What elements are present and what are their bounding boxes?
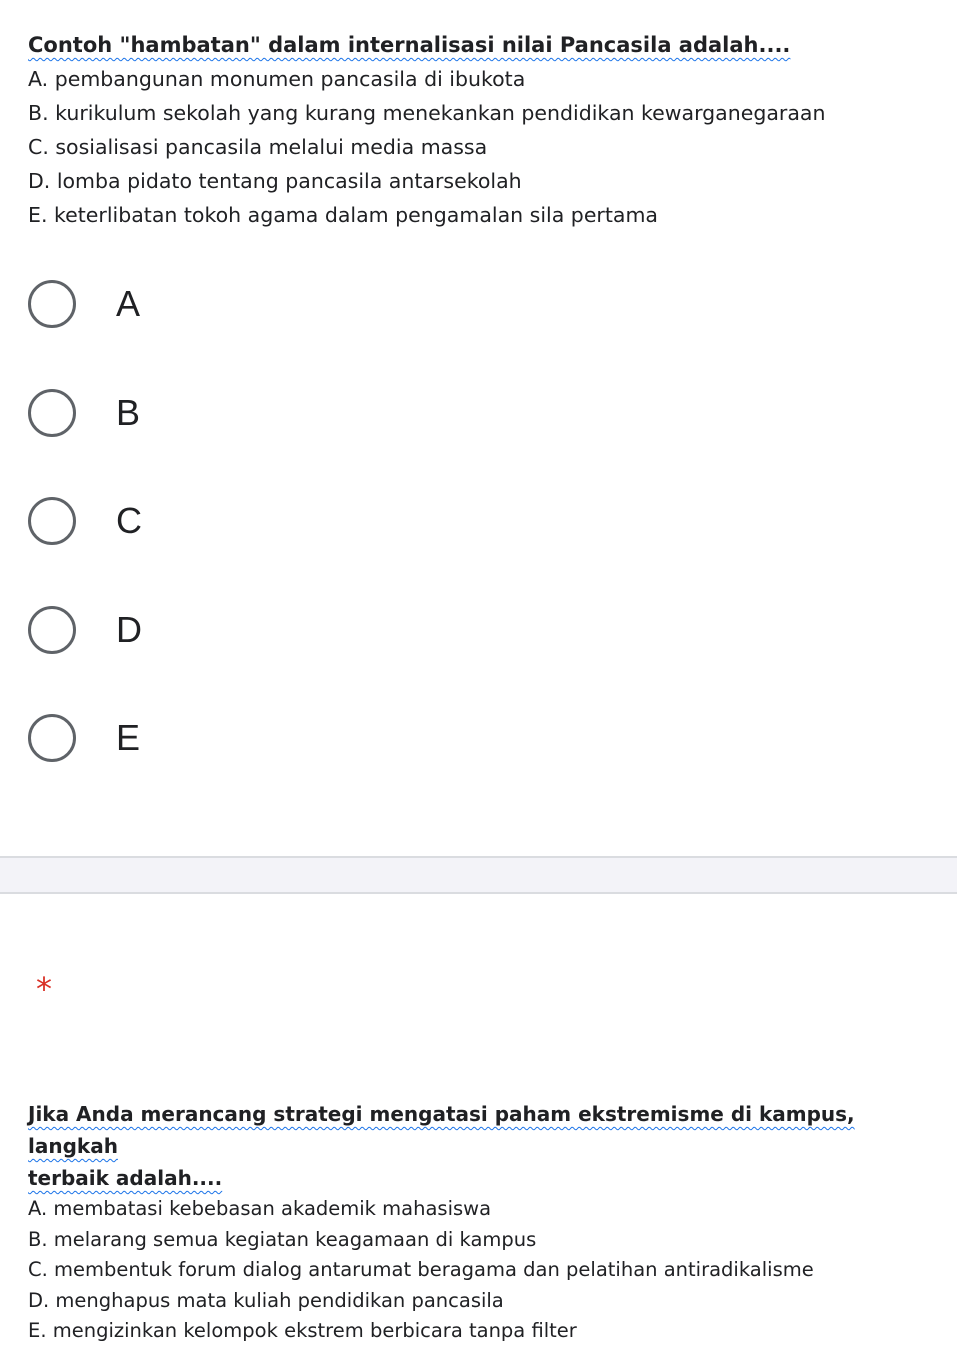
question-2-option-d: D. menghapus mata kuliah pendidikan pancasila	[28, 1288, 504, 1312]
question-1-title: Contoh "hambatan" dalam internalisasi nilai Pancasila adalah....	[28, 33, 791, 57]
radio-button-b[interactable]	[28, 389, 76, 437]
question-2	[28, 1098, 938, 1347]
radio-button-a[interactable]	[28, 280, 76, 328]
radio-label-d[interactable]: D	[116, 608, 142, 650]
question-1-option-b: B. kurikulum sekolah yang kurang menekankan pendidikan kewarganegaraan	[28, 101, 826, 125]
question-1-option-d: D. lomba pidato tentang pancasila antarsekolah	[28, 169, 522, 193]
question-2-option-e: E. mengizinkan kelompok ekstrem berbicara tanpa filter	[28, 1319, 577, 1342]
radio-label-a[interactable]: A	[116, 283, 141, 324]
radio-choice-b[interactable]	[28, 385, 628, 441]
question-1-option-a: A. pembangunan monumen pancasila di ibukota	[28, 67, 526, 91]
radio-button-d[interactable]	[28, 606, 76, 654]
radio-button-c[interactable]	[28, 497, 76, 545]
radio-label-c[interactable]: C	[116, 500, 142, 541]
radio-choice-d[interactable]	[28, 602, 628, 658]
question-divider	[0, 856, 957, 894]
question-2-title-line-1: Jika Anda merancang strategi mengatasi paham ekstremisme di kampus, langkah	[28, 1102, 855, 1158]
radio-choice-e[interactable]	[28, 710, 628, 766]
question-2-option-b: B. melarang semua kegiatan keagamaan di kampus	[28, 1227, 537, 1251]
question-1-option-c: C. sosialisasi pancasila melalui media massa	[28, 135, 488, 159]
question-2-option-a: A. membatasi kebebasan akademik mahasiswa	[28, 1197, 492, 1220]
radio-label-e[interactable]: E	[116, 717, 141, 758]
required-asterisk: *	[36, 970, 52, 1008]
radio-choice-a[interactable]	[28, 276, 628, 332]
question-1-radio-group	[28, 276, 628, 819]
question-1-option-e: E. keterlibatan tokoh agama dalam pengamalan sila pertama	[28, 203, 658, 227]
radio-button-e[interactable]	[28, 714, 76, 762]
question-1	[28, 28, 938, 232]
radio-choice-c[interactable]	[28, 493, 628, 549]
question-2-option-c: C. membentuk forum dialog antarumat beragama dan pelatihan antiradikalisme	[28, 1258, 814, 1281]
question-2-title-line-2: terbaik adalah....	[28, 1166, 223, 1190]
radio-label-b[interactable]: B	[116, 391, 141, 433]
